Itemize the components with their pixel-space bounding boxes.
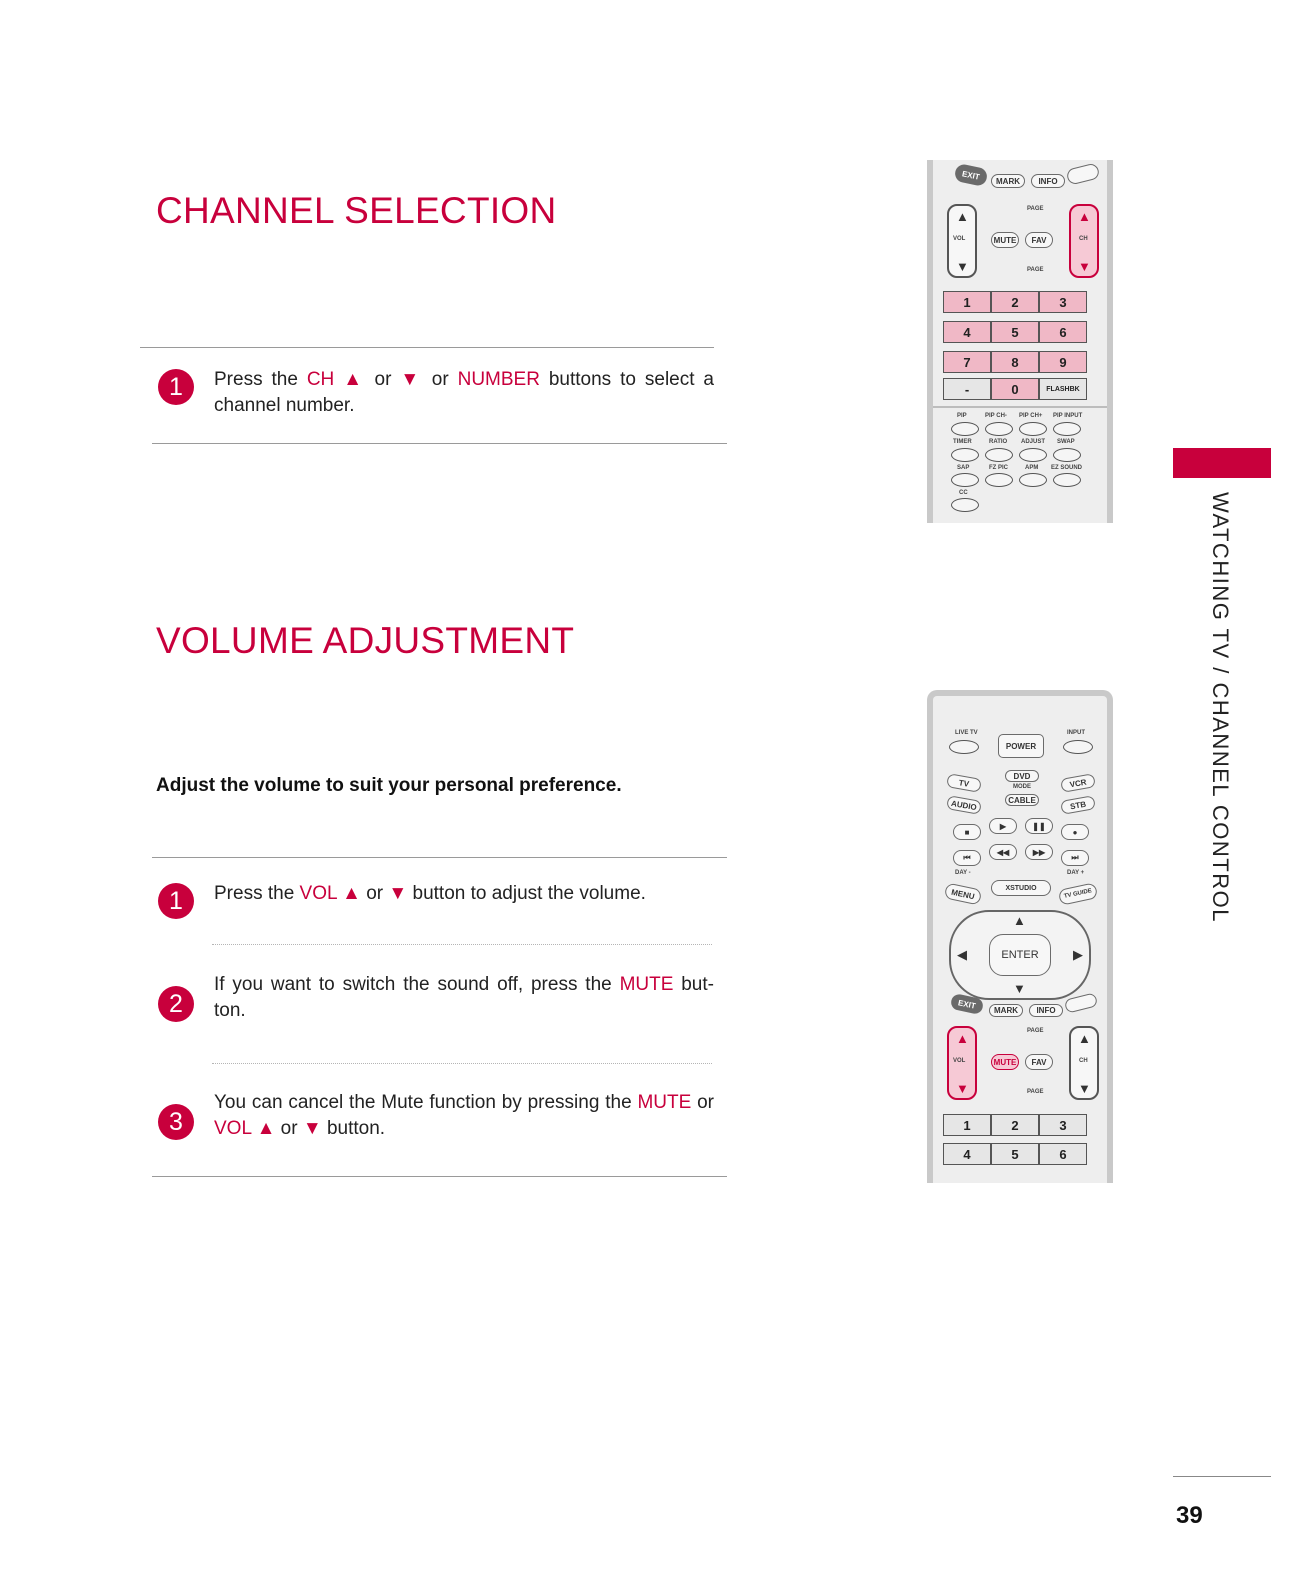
- skip-forward-button: [1061, 850, 1089, 866]
- vol-label: VOL: [953, 1058, 966, 1064]
- ch-up-icon: ▲: [1078, 1031, 1091, 1046]
- ch-down-icon: ▼: [1078, 1081, 1091, 1096]
- ch-rocker: [1069, 204, 1099, 278]
- digit-1-key: 1: [943, 1114, 991, 1136]
- adjust-button: [1019, 448, 1047, 462]
- volume-step-3: [158, 1090, 718, 1146]
- pip-input-button: [1053, 422, 1081, 436]
- day-minus-label: DAY -: [955, 870, 971, 876]
- pip-ch-plus-button: [1019, 422, 1047, 436]
- ch-up-icon: ▲: [1078, 209, 1091, 224]
- digit-4-key: 4: [943, 321, 991, 343]
- fz-pic-button: [985, 473, 1013, 487]
- skip-forward-icon: ⏭: [1071, 853, 1079, 862]
- fast-forward-button: [1025, 844, 1053, 860]
- apm-button: [1019, 473, 1047, 487]
- section-divider: [152, 1176, 727, 1177]
- apm-label: APM: [1025, 465, 1039, 471]
- xstudio-button: XSTUDIO: [991, 880, 1051, 896]
- cc-button: [951, 498, 979, 512]
- nav-left-icon: ◀: [957, 947, 967, 962]
- step-text: Press the CH ▲ or ▼ or NUMBER buttons to select a channel number.: [214, 369, 714, 416]
- audio-mode-button: AUDIO: [946, 795, 982, 815]
- skip-back-button: [953, 850, 981, 866]
- tv-mode-button: TV: [946, 773, 982, 793]
- pip-label: PIP: [957, 413, 967, 419]
- sap-label: SAP: [957, 465, 970, 471]
- page-number-rule: [1173, 1476, 1271, 1477]
- digit-3-key: 3: [1039, 291, 1087, 313]
- step-number-badge: 1: [158, 883, 194, 919]
- menu-button: MENU: [944, 882, 983, 905]
- pip-ch-minus-label: PIP CH-: [985, 413, 1007, 419]
- exit-button: EXIT: [953, 163, 988, 187]
- cable-mode-button: CABLE: [1005, 794, 1039, 806]
- pip-button: [951, 422, 979, 436]
- tv-guide-button: TV GUIDE: [1058, 882, 1098, 906]
- live-tv-button: [949, 740, 979, 754]
- ez-sound-button: [1053, 473, 1081, 487]
- mute-button: MUTE: [991, 1054, 1019, 1070]
- chapter-label: WATCHING TV / CHANNEL CONTROL: [1208, 492, 1233, 923]
- live-tv-label: LIVE TV: [955, 730, 978, 736]
- vol-up-icon: ▲: [956, 1031, 969, 1046]
- digit-5-key: 5: [991, 321, 1039, 343]
- digit-9-key: 9: [1039, 351, 1087, 373]
- stop-icon: ■: [964, 827, 970, 837]
- timer-label: TIMER: [953, 439, 972, 445]
- page-down-label: PAGE: [1027, 1089, 1044, 1095]
- digit-6-key: 6: [1039, 1143, 1087, 1165]
- volume-adjustment-title: VOLUME ADJUSTMENT: [156, 620, 575, 661]
- swap-label: SWAP: [1057, 439, 1075, 445]
- digit-4-key: 4: [943, 1143, 991, 1165]
- ch-down-icon: ▼: [1078, 259, 1091, 274]
- vol-up-icon: ▲: [956, 209, 969, 224]
- info-button: INFO: [1029, 1004, 1063, 1017]
- vol-down-icon: ▼: [956, 259, 969, 274]
- step-text: You can cancel the Mute function by pressing the MUTE or VOL ▲ or ▼ button.: [214, 1092, 714, 1139]
- step-text: Press the VOL ▲ or ▼ button to adjust the volume.: [214, 883, 646, 904]
- rewind-icon: ◀◀: [996, 847, 1010, 857]
- volume-step-2: [158, 972, 718, 1028]
- page-number: 39: [1176, 1502, 1203, 1529]
- ch-rocker: [1069, 1026, 1099, 1100]
- pip-ch-plus-label: PIP CH+: [1019, 413, 1043, 419]
- digit-2-key: 2: [991, 1114, 1039, 1136]
- remote-divider: [933, 406, 1107, 408]
- input-button: [1063, 740, 1093, 754]
- channel-selection-title: CHANNEL SELECTION: [156, 190, 557, 231]
- ch-label: CH: [1079, 236, 1088, 242]
- section-divider: [140, 347, 714, 348]
- pip-ch-minus-button: [985, 422, 1013, 436]
- power-button: POWER: [998, 734, 1044, 758]
- digit-8-key: 8: [991, 351, 1039, 373]
- sap-button: [951, 473, 979, 487]
- ratio-button: [985, 448, 1013, 462]
- step-divider: [212, 1063, 712, 1064]
- record-icon: ●: [1072, 827, 1078, 837]
- vol-label: VOL: [953, 236, 966, 242]
- nav-up-icon: ▲: [1013, 913, 1026, 928]
- page-up-label: PAGE: [1027, 1028, 1044, 1034]
- section-divider: [152, 443, 727, 444]
- record-button: [1061, 824, 1089, 840]
- nav-down-icon: ▼: [1013, 981, 1026, 996]
- digit-3-key: 3: [1039, 1114, 1087, 1136]
- ratio-label: RATIO: [989, 439, 1008, 445]
- digit-6-key: 6: [1039, 321, 1087, 343]
- page-down-label: PAGE: [1027, 267, 1044, 273]
- dvd-mode-button: DVD: [1005, 770, 1039, 782]
- day-plus-label: DAY +: [1067, 870, 1085, 876]
- fast-forward-icon: ▶▶: [1032, 847, 1046, 857]
- timer-button: [951, 448, 979, 462]
- mark-button: MARK: [989, 1004, 1023, 1017]
- channel-step-1: [158, 367, 718, 417]
- nav-right-icon: ▶: [1073, 947, 1083, 962]
- vol-rocker: [947, 204, 977, 278]
- digit-2-key: 2: [991, 291, 1039, 313]
- remote-illustration-volume: [927, 690, 1113, 1183]
- fz-pic-label: FZ PIC: [989, 465, 1008, 471]
- play-icon: ▶: [999, 821, 1007, 831]
- step-text: If you want to switch the sound off, press the MUTE but-ton.: [214, 974, 714, 1021]
- cc-label: CC: [959, 490, 968, 496]
- pause-button: [1025, 818, 1053, 834]
- remote-illustration-channel: [927, 160, 1113, 523]
- extra-button: [1066, 162, 1101, 185]
- dash-key: -: [943, 378, 991, 400]
- step-number-badge: 3: [158, 1104, 194, 1140]
- enter-button: ENTER: [989, 934, 1051, 976]
- adjust-label: ADJUST: [1021, 439, 1046, 445]
- digit-7-key: 7: [943, 351, 991, 373]
- navigation-pad: [949, 910, 1091, 1000]
- rewind-button: [989, 844, 1017, 860]
- fav-button: FAV: [1025, 1054, 1053, 1070]
- info-button: INFO: [1031, 174, 1065, 188]
- step-divider: [212, 944, 712, 945]
- vol-down-icon: ▼: [956, 1081, 969, 1096]
- chapter-tab-marker: [1173, 448, 1271, 478]
- vcr-mode-button: VCR: [1060, 773, 1096, 793]
- mode-label: MODE: [1013, 784, 1031, 790]
- exit-button: EXIT: [950, 993, 985, 1015]
- ez-sound-label: EZ SOUND: [1051, 465, 1083, 471]
- vol-rocker: [947, 1026, 977, 1100]
- digit-5-key: 5: [991, 1143, 1039, 1165]
- swap-button: [1053, 448, 1081, 462]
- page-up-label: PAGE: [1027, 206, 1044, 212]
- fav-button: FAV: [1025, 232, 1053, 248]
- section-divider: [152, 857, 727, 858]
- digit-0-key: 0: [991, 378, 1039, 400]
- stop-button: [953, 824, 981, 840]
- volume-step-1: [158, 881, 718, 921]
- ch-label: CH: [1079, 1058, 1088, 1064]
- pip-input-label: PIP INPUT: [1053, 413, 1083, 419]
- pause-icon: ❚❚: [1032, 821, 1046, 831]
- skip-back-icon: ⏮: [963, 853, 971, 862]
- volume-intro-text: Adjust the volume to suit your personal preference.: [156, 775, 622, 796]
- input-label: INPUT: [1067, 730, 1085, 736]
- mute-button: MUTE: [991, 232, 1019, 248]
- flashbk-key: FLASHBK: [1039, 378, 1087, 400]
- stb-mode-button: STB: [1060, 795, 1096, 815]
- mark-button: MARK: [991, 174, 1025, 188]
- play-button: [989, 818, 1017, 834]
- digit-1-key: 1: [943, 291, 991, 313]
- step-number-badge: 2: [158, 986, 194, 1022]
- step-number-badge: 1: [158, 369, 194, 405]
